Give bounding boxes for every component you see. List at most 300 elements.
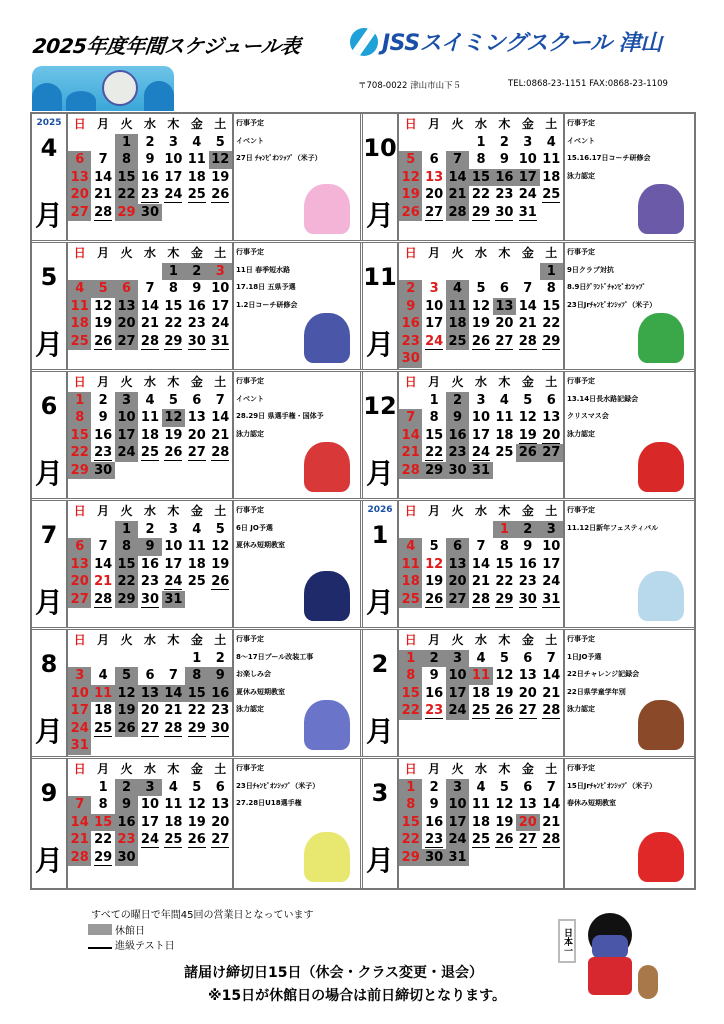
weekday-header: 金 [190,504,203,518]
events-heading: 行事予定 [236,248,264,256]
day-number: 12 [401,169,420,185]
closed-day-cell [115,814,138,832]
day-number: 18 [187,169,206,185]
day-number: 14 [448,169,467,185]
day-number: 3 [122,392,132,408]
closed-day-cell [399,831,422,849]
day-number: 19 [211,556,230,572]
day-number: 17 [518,169,537,185]
day-number: 8 [75,410,85,425]
closed-day-cell [446,667,469,685]
day-number: 20 [542,427,561,443]
day-cell [138,814,161,832]
day-number: 27 [117,333,136,349]
closed-day-cell [138,779,161,797]
day-number: 19 [495,814,514,830]
contact-info: TEL:0868-23-1151 FAX:0868-23-1109 [508,79,668,89]
day-cell [209,427,232,445]
empty-cell [209,221,232,239]
empty-cell [138,866,161,884]
empty-cell [446,521,469,539]
closed-day-cell [399,796,422,814]
day-cell [516,650,539,668]
day-number: 17 [425,316,444,331]
day-number: 9 [215,668,225,683]
empty-cell [138,650,161,668]
mascot-illustration-icon [304,442,350,492]
day-cell [91,186,114,204]
month-block-7 [32,501,363,627]
month-number: 12 [363,392,397,420]
day-number: 1 [168,263,178,279]
day-number: 23 [211,703,230,718]
day-number: 25 [471,832,491,847]
day-cell [540,779,563,797]
day-cell [493,814,516,832]
closed-day-cell [185,685,208,703]
weekday-header: 土 [545,375,558,389]
day-cell [162,556,185,574]
empty-cell [422,720,445,738]
monkey-icon [638,965,658,999]
weekday-header: 金 [521,246,534,260]
weekday-header: 金 [521,633,534,647]
day-number: 19 [518,427,537,443]
day-number: 9 [145,152,155,167]
day-number: 18 [140,427,160,443]
test-day-cell [162,444,185,462]
closed-swatch [88,924,112,935]
weekday-header: 月 [428,762,441,776]
closed-day-cell [115,573,138,591]
weekday-header: 月 [428,633,441,647]
day-number: 1 [122,134,132,150]
test-day-cell [162,186,185,204]
weekday-header: 木 [167,762,180,776]
empty-cell [516,479,539,497]
legend-closed-label: 休館日 [115,926,145,937]
month-suffix: 月 [365,457,394,490]
day-cell [209,521,232,539]
day-cell [162,151,185,169]
day-cell [91,702,114,720]
day-number: 23 [140,574,160,589]
day-number: 9 [429,797,439,812]
empty-cell [446,866,469,884]
closed-day-cell [399,573,422,591]
day-cell [493,796,516,814]
closed-day-cell [516,444,539,462]
day-number: 28 [542,832,561,847]
month-label [363,114,399,240]
day-number: 4 [499,392,509,408]
day-cell [540,814,563,832]
day-number: 11 [187,152,206,167]
month-number: 8 [40,650,58,678]
day-cell [91,556,114,574]
event-item: 8～17日プール改装工事 [236,652,314,661]
day-number: 20 [495,316,514,331]
closed-day-cell [493,298,516,316]
weekday-header: 水 [474,633,487,647]
empty-cell [422,737,445,755]
day-grid [68,243,234,369]
day-number: 17 [471,427,491,443]
closed-day-cell [138,204,161,222]
mascot-illustration-icon [304,832,350,882]
closed-day-cell [68,591,91,609]
month-suffix: 月 [365,715,394,748]
day-cell [138,796,161,814]
day-number: 19 [94,316,113,331]
closed-day-cell [115,280,138,298]
day-cell [469,685,492,703]
empty-cell [516,849,539,867]
day-number: 7 [215,392,225,408]
day-number: 5 [476,281,486,296]
day-cell [540,650,563,668]
empty-cell [516,462,539,480]
day-cell [209,796,232,814]
day-number: 15 [542,298,561,314]
day-number: 8 [476,152,486,167]
test-day-cell [91,204,114,222]
event-item: 15.16.17日コーチ研修会 [567,154,651,162]
day-number: 15 [164,298,183,314]
day-number: 19 [187,814,206,830]
day-number: 1 [546,263,556,279]
closed-day-cell [446,814,469,832]
day-cell [469,134,492,152]
day-number: 26 [471,333,491,349]
day-cell [91,427,114,445]
empty-cell [209,849,232,867]
day-number: 22 [94,832,113,847]
day-number: 4 [192,521,202,537]
empty-cell [493,849,516,867]
day-grid [68,501,234,627]
closed-day-cell [68,556,91,574]
month-label [32,501,68,627]
closed-day-cell [446,849,469,867]
day-cell [422,538,445,556]
empty-cell [446,479,469,497]
empty-cell [399,521,422,539]
day-cell [422,298,445,316]
day-cell [540,151,563,169]
day-number: 2 [145,134,155,150]
day-cell [162,392,185,410]
empty-cell [209,350,232,368]
day-number: 16 [140,169,160,185]
day-cell [209,169,232,187]
empty-cell [138,479,161,497]
day-number: 24 [448,703,467,718]
closed-day-cell [115,315,138,333]
weekday-header: 日 [73,375,86,389]
day-number: 3 [145,779,155,795]
empty-cell [209,737,232,755]
day-number: 3 [168,521,178,537]
day-number: 16 [425,814,444,830]
day-number: 5 [215,521,225,537]
day-number: 7 [476,539,486,554]
event-item: 13.14日長水路記録会 [567,394,639,403]
closed-day-cell [115,849,138,867]
day-number: 23 [401,333,420,349]
day-number: 19 [495,685,514,701]
day-number: 10 [140,797,160,812]
test-day-cell [422,831,445,849]
empty-cell [469,849,492,867]
day-number: 7 [168,668,178,683]
empty-cell [540,204,563,222]
day-number: 25 [448,333,467,349]
day-cell [540,538,563,556]
day-number: 12 [495,668,514,683]
empty-cell [493,737,516,755]
day-number: 27 [495,333,514,349]
empty-cell [162,737,185,755]
day-number: 14 [140,298,160,314]
day-number: 21 [94,574,113,589]
weekday-header: 金 [190,633,203,647]
closed-day-cell [115,151,138,169]
day-number: 9 [499,152,509,167]
day-cell [162,315,185,333]
day-number: 20 [448,574,467,589]
day-number: 25 [542,187,561,202]
empty-cell [115,221,138,239]
day-number: 4 [476,779,486,795]
closed-day-cell [446,796,469,814]
day-grid [399,501,565,627]
empty-cell [493,263,516,281]
empty-cell [399,720,422,738]
closed-day-cell [68,298,91,316]
test-day-cell [493,204,516,222]
day-cell [209,280,232,298]
empty-cell [138,263,161,281]
day-number: 20 [117,316,136,331]
empty-cell [516,720,539,738]
day-cell [516,556,539,574]
empty-cell [516,866,539,884]
month-block-5 [32,243,363,369]
day-number: 6 [429,152,439,167]
month-block-3 [363,759,694,888]
day-cell [185,392,208,410]
closed-day-cell [185,667,208,685]
day-cell [516,685,539,703]
month-suffix: 月 [365,328,394,361]
empty-cell [446,134,469,152]
test-day-cell [540,702,563,720]
calendar-row [32,501,694,630]
day-number: 5 [523,392,533,408]
day-cell [91,573,114,591]
mascot-illustration-icon [638,442,684,492]
day-number: 20 [211,814,230,830]
closed-day-cell [68,737,91,755]
events-heading: 行事予定 [567,119,595,127]
empty-cell [422,134,445,152]
day-number: 10 [211,281,230,296]
day-number: 23 [448,445,467,460]
day-number: 19 [425,574,444,589]
test-day-cell [516,702,539,720]
day-number: 20 [140,703,160,718]
day-cell [516,538,539,556]
weekday-header: 土 [214,762,227,776]
day-number: 24 [471,445,491,460]
day-cell [493,650,516,668]
closed-day-cell [446,333,469,351]
empty-cell [399,221,422,239]
day-number: 2 [215,650,225,666]
empty-cell [209,866,232,884]
calendar-row [32,759,694,888]
day-cell [422,667,445,685]
day-number: 14 [401,427,420,443]
day-number: 30 [117,849,136,865]
closed-day-cell [516,169,539,187]
day-number: 13 [518,797,537,812]
month-suffix: 月 [34,328,63,361]
test-day-cell [209,186,232,204]
day-number: 6 [546,392,556,408]
weekday-header: 水 [474,762,487,776]
closed-day-cell [68,849,91,867]
weekday-header: 土 [214,246,227,260]
day-number: 10 [117,410,136,425]
test-day-cell [469,333,492,351]
closed-day-cell [446,298,469,316]
day-cell [185,169,208,187]
events-panel [565,630,694,756]
closed-day-cell [115,538,138,556]
closed-day-cell [68,315,91,333]
day-number: 1 [406,779,416,795]
day-cell [469,280,492,298]
event-item: 9日クラブ対抗 [567,265,614,274]
closed-day-cell [68,333,91,351]
annual-calendar-table [30,112,696,890]
day-cell [91,298,114,316]
test-day-cell [422,204,445,222]
weekday-header: 土 [545,246,558,260]
day-number: 12 [164,410,183,425]
day-number: 2 [192,263,202,279]
day-cell [91,409,114,427]
day-number: 3 [453,650,463,666]
day-number: 18 [187,556,206,572]
empty-cell [446,221,469,239]
empty-cell [115,263,138,281]
day-cell [138,392,161,410]
day-cell [516,134,539,152]
closed-day-cell [493,521,516,539]
event-item: 15日Jrﾁｬﾝﾋﾟｵﾝｼｯﾌﾟ（米子） [567,781,657,790]
closed-day-cell [446,204,469,222]
brand-logo [350,26,662,57]
day-number: 20 [518,685,537,701]
events-heading: 行事予定 [567,764,595,772]
day-number: 28 [70,849,89,865]
day-number: 3 [429,281,439,296]
day-number: 15 [117,556,136,572]
day-number: 25 [70,333,89,349]
test-day-cell [138,720,161,738]
day-cell [185,427,208,445]
weekday-header: 月 [97,633,110,647]
day-number: 5 [98,281,108,296]
empty-cell [91,608,114,626]
empty-cell [115,479,138,497]
test-day-cell [138,444,161,462]
swimming-mascot-banner-image [32,66,174,111]
day-cell [469,573,492,591]
day-number: 8 [122,152,132,167]
empty-cell [115,462,138,480]
empty-cell [540,350,563,368]
closed-day-cell [422,462,445,480]
day-number: 4 [75,281,85,296]
day-number: 22 [187,703,206,718]
day-number: 2 [429,650,439,666]
weekday-header: 土 [214,633,227,647]
closed-day-cell [493,169,516,187]
event-item: 8.9日ｸﾞﾗﾝﾄﾞﾁｬﾝﾋﾟｵﾝｼｯﾌﾟ [567,283,646,291]
day-cell [516,796,539,814]
weekday-header: 金 [190,762,203,776]
weekday-header: 水 [143,504,156,518]
weekday-header: 水 [143,762,156,776]
day-number: 31 [211,333,230,349]
day-cell [493,134,516,152]
day-cell [469,427,492,445]
day-number: 30 [94,462,113,478]
test-day-cell [516,204,539,222]
event-item: 泳力認定 [567,171,595,180]
test-day-cell [469,444,492,462]
day-grid [399,243,565,369]
day-number: 7 [145,281,155,296]
day-number: 26 [211,187,230,202]
empty-cell [185,866,208,884]
mascot-illustration-icon [638,832,684,882]
day-cell [493,556,516,574]
day-number: 18 [448,316,467,331]
closed-day-cell [138,685,161,703]
event-item: 6日 JO予選 [236,523,273,532]
empty-cell [115,650,138,668]
day-number: 18 [164,814,183,830]
day-number: 13 [425,169,444,185]
empty-cell [469,263,492,281]
day-cell [138,702,161,720]
month-number: 2 [371,650,389,678]
month-number: 9 [40,779,58,807]
day-number: 29 [471,204,491,220]
closed-day-cell [446,779,469,797]
closed-day-cell [115,720,138,738]
empty-cell [162,221,185,239]
day-number: 11 [401,556,420,572]
closed-day-cell [469,667,492,685]
day-cell [540,556,563,574]
day-number: 2 [429,779,439,795]
